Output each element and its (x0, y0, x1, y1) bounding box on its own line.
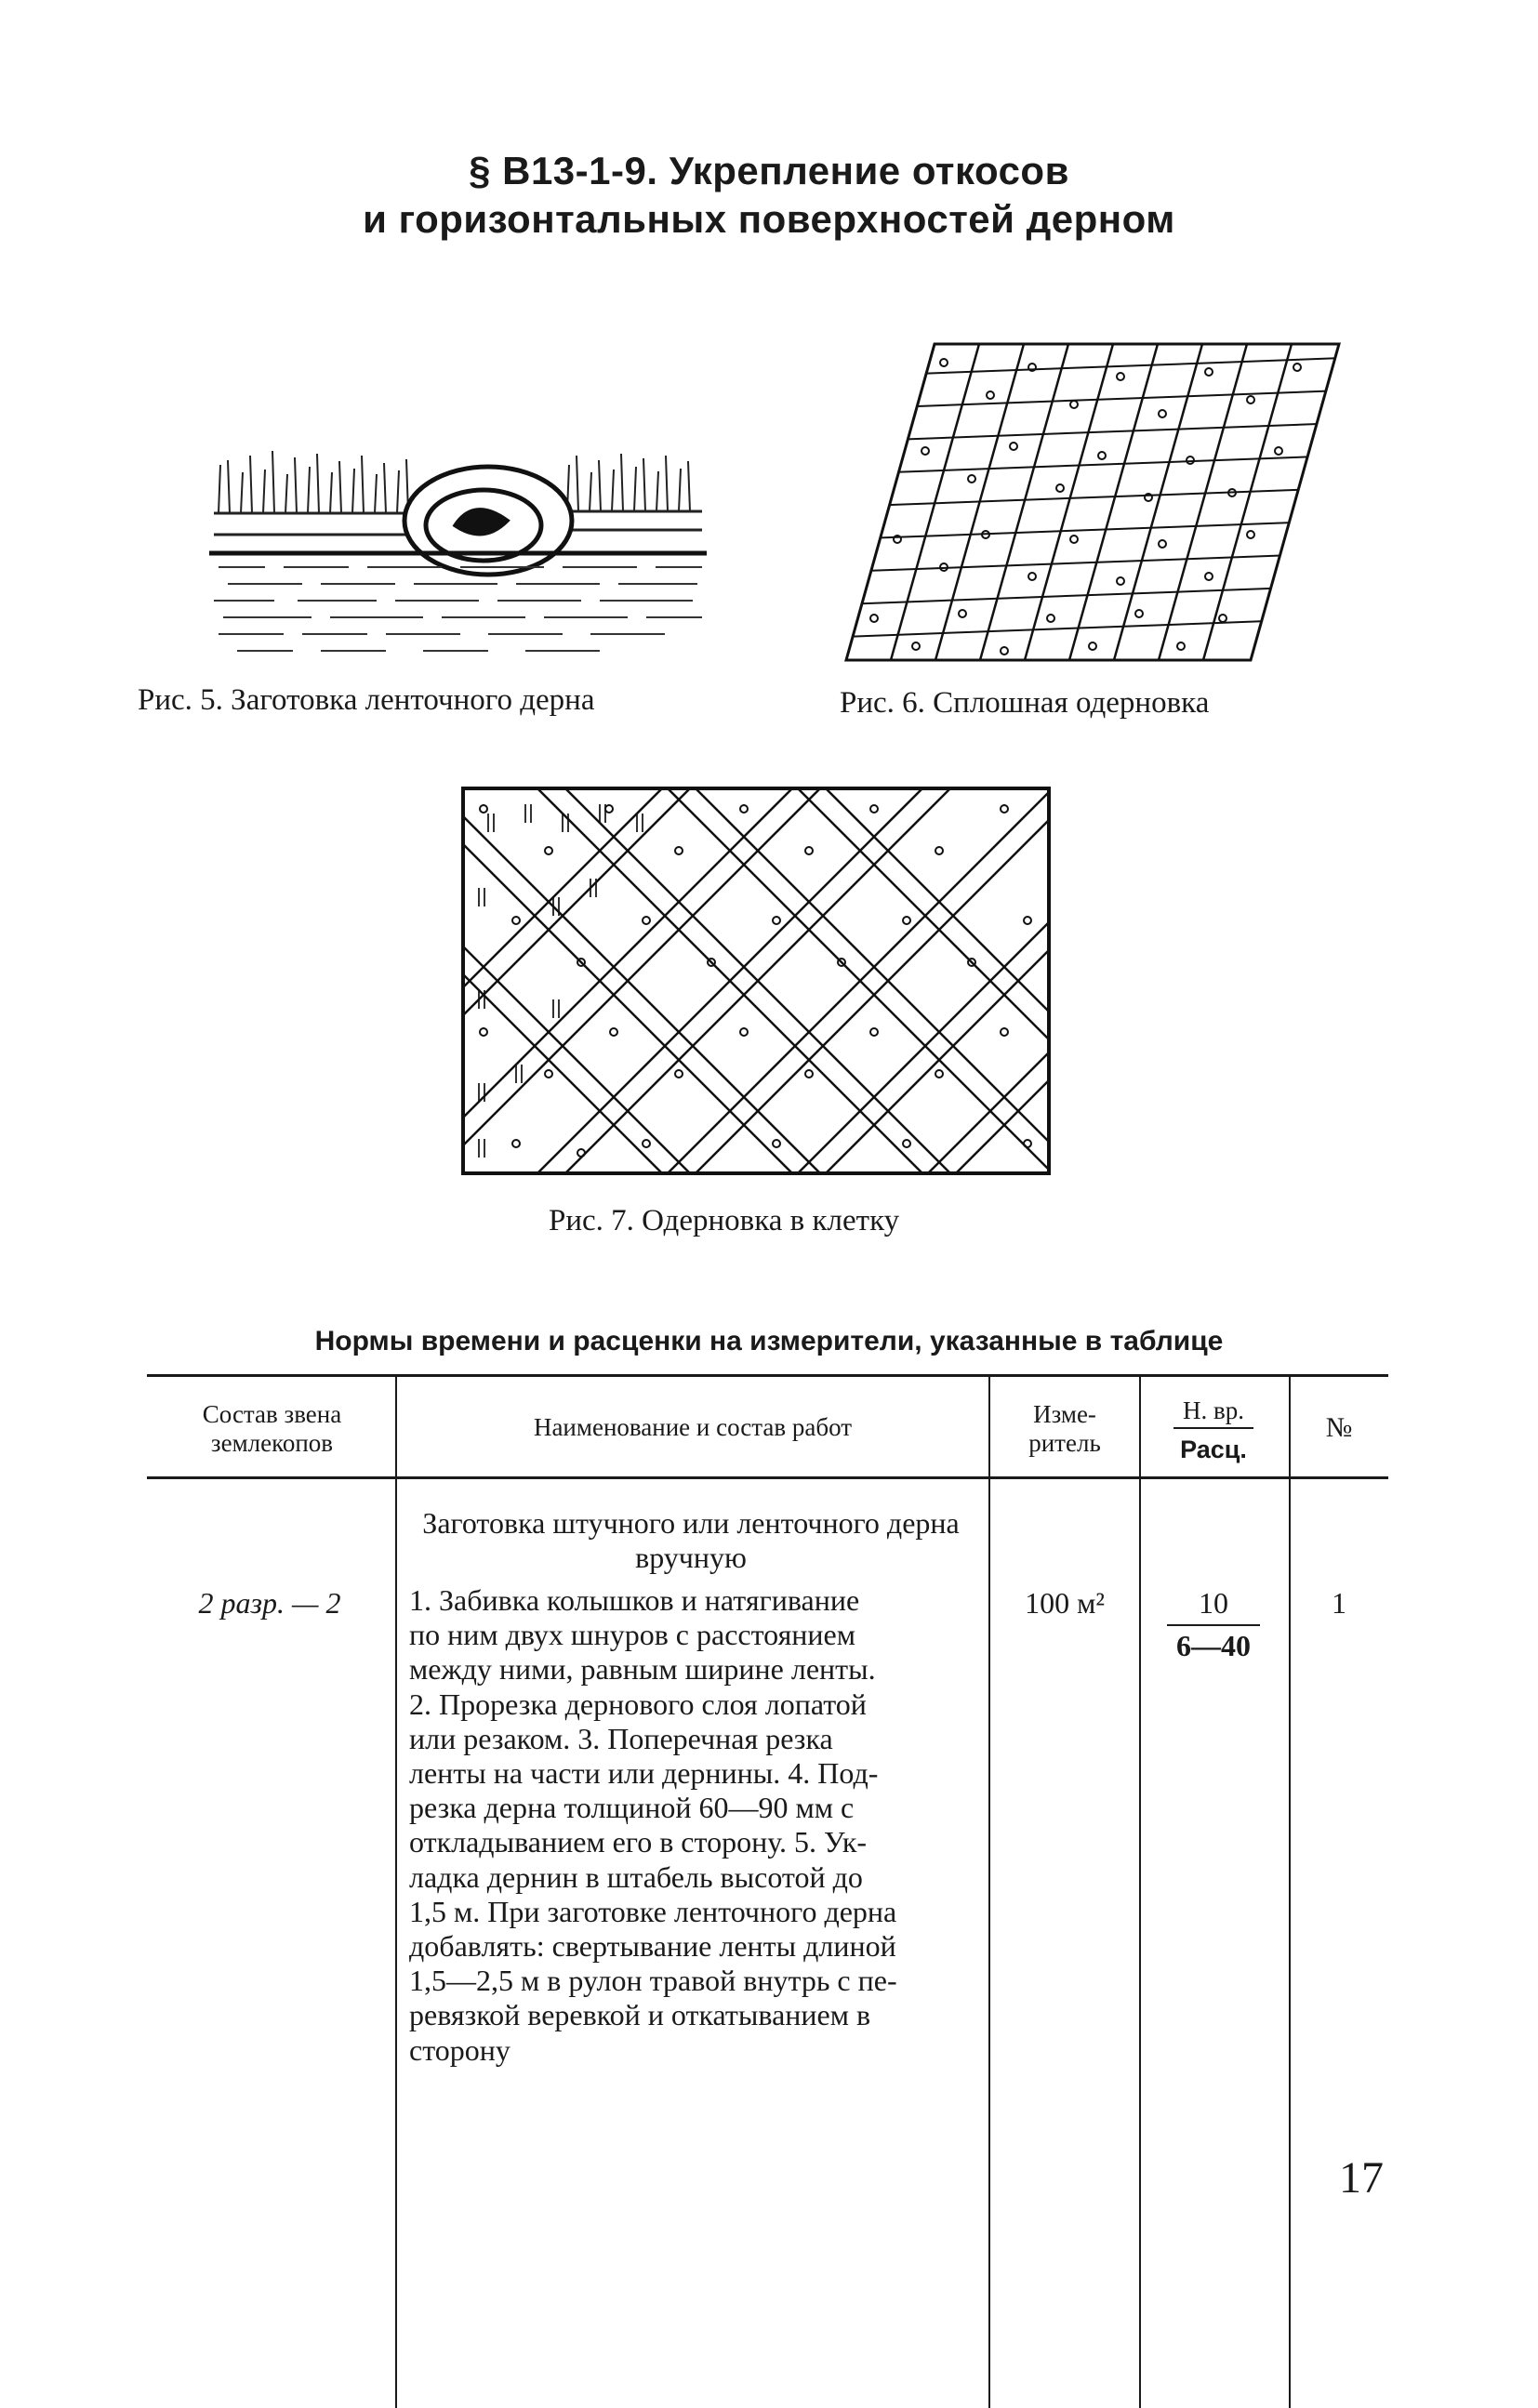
header-crew: Состав звена землекопов (202, 1400, 342, 1457)
lattice-strips-se (460, 786, 1052, 1176)
work-line: между ними, равным ширине ленты. (409, 1652, 876, 1687)
turf-roll (404, 467, 572, 575)
header-norm-time: Н. вр. (1183, 1396, 1244, 1424)
header-work: Наименование и состав работ (533, 1413, 853, 1441)
row-work-description (409, 1583, 973, 2068)
col-divider-1 (395, 1376, 397, 2408)
header-rate: Расц. (1180, 1436, 1247, 1463)
work-line: добавлять: свертывание ленты длиной (409, 1929, 896, 1964)
row-number: 1 (1332, 1586, 1346, 1620)
fig7-lattice-turfing-illustration (460, 786, 1052, 1176)
work-line: откладыванием его в сторону. 5. Ук- (409, 1825, 868, 1859)
work-line: ладка дернин в штабель высотой до (409, 1859, 863, 1894)
table-header-rule (147, 1476, 1388, 1479)
section-heading (279, 147, 1259, 244)
work-line: сторону (409, 2032, 510, 2067)
col-divider-4 (1289, 1376, 1291, 2408)
fig6-solid-turfing-illustration (842, 339, 1344, 665)
diagonal-strips (846, 344, 1292, 660)
header-unit: Изме-ритель (1028, 1400, 1101, 1457)
row-unit: 100 м² (1025, 1586, 1105, 1620)
row-work-title: Заготовка штучного или ленточного дерна вручную (422, 1506, 960, 1574)
col-divider-2 (988, 1376, 990, 2408)
table-title: Нормы времени и расценки на измерители, указанные в таблице (314, 1326, 1224, 1356)
work-line: ленты на части или дернины. 4. Под- (409, 1756, 879, 1791)
row-norm-time: 10 (1199, 1586, 1228, 1620)
work-line: 1. Забивка колышков и натягивание (409, 1583, 860, 1617)
fig5-caption: Рис. 5. Заготовка ленточного дерна (138, 683, 595, 717)
table-top-rule (147, 1374, 1388, 1377)
fig5-turf-roll-illustration (209, 428, 711, 660)
row-crew: 2 разр. — 2 (198, 1586, 341, 1620)
lattice-strips-ne (460, 786, 1052, 1176)
heading-line-2: и горизонтальных поверхностей дерном (363, 197, 1175, 241)
work-line: резка дерна толщиной 60—90 мм с (409, 1791, 855, 1825)
work-line: 2. Прорезка дернового слоя лопатой (409, 1687, 867, 1721)
fig6-caption: Рис. 6. Сплошная одерновка (840, 686, 1210, 720)
row-rate: 6—40 (1176, 1629, 1251, 1662)
work-line: 1,5—2,5 м в рулон травой внутрь с пе- (409, 1964, 897, 1998)
header-number: № (1325, 1412, 1353, 1443)
work-line: по ним двух шнуров с расстоянием (409, 1618, 855, 1652)
peg-circles (870, 359, 1301, 655)
header-norm-fraction-bar (1173, 1427, 1253, 1429)
row-norm-fraction-bar (1167, 1624, 1260, 1626)
soil-hatching (214, 567, 702, 651)
fig7-caption: Рис. 7. Одерновка в клетку (549, 1204, 900, 1237)
col-divider-3 (1139, 1376, 1141, 2408)
heading-line-1: § В13-1-9. Укрепление откосов (469, 149, 1069, 192)
page-number: 17 (1339, 2153, 1384, 2203)
work-line: ревязкой веревкой и откатыванием в (409, 1998, 871, 2032)
work-line: 1,5 м. При заготовке ленточного дерна (409, 1894, 897, 1928)
lattice-pegs (480, 805, 1031, 1157)
work-line: или резаком. 3. Поперечная резка (409, 1721, 833, 1755)
